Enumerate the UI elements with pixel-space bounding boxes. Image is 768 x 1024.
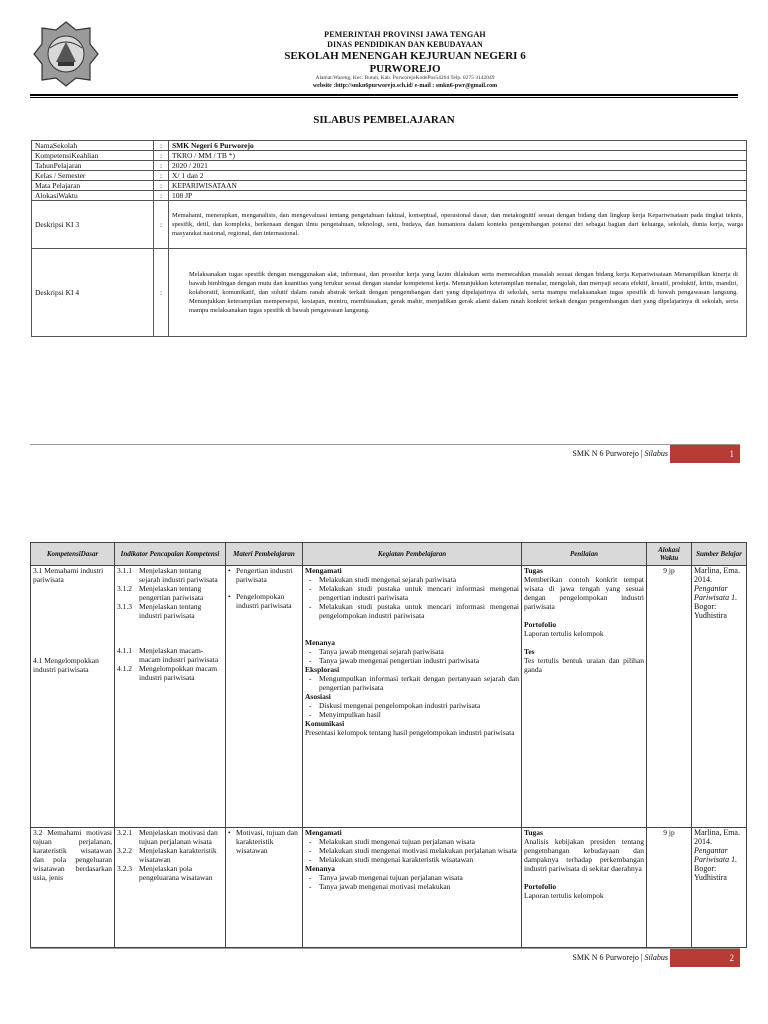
penilaian-cell xyxy=(522,828,647,948)
info-value: 108 JP xyxy=(169,191,747,201)
indikator-item xyxy=(117,584,223,602)
footer-text xyxy=(572,449,668,458)
sumber-title: Pengantar Pariwisata 1. xyxy=(694,846,738,864)
kegiatan-item: - Menyimpulkan hasil xyxy=(319,710,519,719)
sumber-publisher: Bogor: Yudhistira xyxy=(694,864,727,882)
sumber-author: Marlina, Ema. 2014. xyxy=(694,566,740,584)
penilaian-heading: Tes xyxy=(524,647,535,656)
kegiatan-item: - Melakukan studi mengenai sejarah pariwisata xyxy=(319,575,519,584)
letterhead-line-2: DINAS PENDIDIKAN DAN KEBUDAYAAN xyxy=(327,40,483,49)
kegiatan-item: - Diskusi mengenai pengelompokan industri pariwisata xyxy=(319,701,519,710)
info-colon: : xyxy=(154,201,169,249)
kegiatan-list xyxy=(305,873,519,891)
kegiatan-item: - Tanya jawab mengenai motivasi melakukan xyxy=(319,882,519,891)
letterhead-address: Alamat:Wareng, Kec. Butuh, Kab. PurworejoKodePos54264 Telp. 0275 3142049 xyxy=(315,75,495,81)
penilaian-heading: Tugas xyxy=(524,828,543,837)
indikator-number: 3.1.1 xyxy=(117,566,132,575)
kegiatan-list xyxy=(305,837,519,864)
table-row xyxy=(31,566,747,828)
info-key: TahunPelajaran xyxy=(32,161,154,171)
kegiatan-heading: Komunikasi xyxy=(305,719,345,728)
info-key: KompetensiKeahlian xyxy=(32,151,154,161)
penilaian-text: Memberikan contoh konkrit tempat wisata di jawa tengah yang sesuai dengan pengelompokan industri pariwisata xyxy=(524,575,644,611)
kegiatan-heading: Mengamati xyxy=(305,828,342,837)
kegiatan-item: - Melakukan studi pustaka untuk mencari informasi mengenai pengelompokan industri pariwisata xyxy=(319,602,519,620)
syllabus-table xyxy=(30,542,747,948)
sumber-cell xyxy=(692,566,747,828)
alokasi-cell: 9 jp xyxy=(647,828,692,948)
kegiatan-list xyxy=(305,647,519,665)
info-row xyxy=(32,181,747,191)
table-header-row xyxy=(31,543,747,566)
info-colon: : xyxy=(154,249,169,337)
info-value: 2020 / 2021 xyxy=(169,161,747,171)
page-number: 2 xyxy=(670,949,740,967)
ki4-row xyxy=(32,249,747,337)
footer-text xyxy=(572,953,668,962)
info-colon: : xyxy=(154,161,169,171)
materi-item: • Motivasi, tujuan dan karakteristik wisatawan xyxy=(236,828,300,855)
indikator-text: Menjelaskan karakteristik wisatawan xyxy=(139,846,217,864)
kegiatan-list xyxy=(305,674,519,692)
indikator-number: 3.2.3 xyxy=(117,864,132,873)
ki3-key: Deskripsi KI 3 xyxy=(32,201,154,249)
indikator-text: Menjelaskan tentang pengertian pariwisata xyxy=(139,584,204,602)
info-row xyxy=(32,151,747,161)
ki4-value: Melaksanakan tugas spesifik dengan menggunakan alat, informasi, dan prosedur kerja yang lazim dilakukan serta memecahkan masalah sesuai dengan bidang kerja Kepariwisataan Menampilkan kinerja di bawah bimbingan dengan mutu dan kuantitas yang terukur sesuai dengan standar kompetensi kerja. Menunjukkan keterampilan menalar, mengolah, dan menyaji secara efektif, kreatif, produktif, kritis, mandiri, kolaboratif, komunikatif, dan solutif dalam ranah abstrak terkait dengan pengembangan dari yang dipelajarinya di sekolah, serta mampu melaksanakan tugas spesifik di bawah pengawasan langsung. Menunjukkan keterampilan mempersepsi, kesiapan, meniru, membiasakan, gerak mahir, menjadikan gerak alami dalam ranah konkret terkait dengan pengembangan dari yang dipelajarinya di sekolah, serta mampu melaksanakan tugas spesifik di bawah pengawasan langsung. xyxy=(169,249,747,337)
info-key: Mata Pelajaran xyxy=(32,181,154,191)
materi-item: • Pengertian industri pariwisata xyxy=(236,566,300,584)
sumber-publisher: Bogor: Yudhistira xyxy=(694,602,727,620)
indikator-cell xyxy=(115,566,226,828)
kegiatan-heading: Menanya xyxy=(305,864,335,873)
indikator-text: Menjelaskan tentang sejarah industri pariwisata xyxy=(139,566,218,584)
page-number: 1 xyxy=(670,445,740,463)
info-colon: : xyxy=(154,181,169,191)
indikator-text: Menjelaskan pola pengeluarana wisatawan xyxy=(139,864,213,882)
kegiatan-item: - Melakukan studi mengenai motivasi melakukan perjalanan wisata xyxy=(319,846,519,855)
indikator-item xyxy=(117,828,223,846)
letterhead-rule xyxy=(30,94,738,96)
kd-cell xyxy=(31,566,115,828)
indikator-number: 4.1.1 xyxy=(117,646,132,655)
indikator-number: 3.1.2 xyxy=(117,584,132,593)
penilaian-heading: Portofolio xyxy=(524,882,557,891)
indikator-text: Mengelompokkan macam industri pariwisata xyxy=(139,664,218,682)
penilaian-text: Analisis kebijakan presiden tentang pengembangan kebudayaan dan dampaknya terhadap perkembangan industri pariwisata di sekitar daerahnya xyxy=(524,837,644,873)
info-value: X/ 1 dan 2 xyxy=(169,171,747,181)
info-row xyxy=(32,191,747,201)
info-key: NamaSekolah xyxy=(32,141,154,151)
indikator-number: 3.2.2 xyxy=(117,846,132,855)
indikator-cell xyxy=(115,828,226,948)
info-row xyxy=(32,171,747,181)
kegiatan-list xyxy=(305,575,519,620)
letterhead-contact: website :http://smkn6purworejo.sch.id/ e-mail : smkn6-pwr@gmail.com xyxy=(312,83,498,89)
kegiatan-item: - Melakukan studi mengenai karakteristik wisatawan xyxy=(319,855,519,864)
letterhead-rule-thin xyxy=(30,97,738,98)
penilaian-heading: Portofolio xyxy=(524,620,557,629)
kegiatan-item: - Tanya jawab mengenai sejarah pariwisata xyxy=(319,647,519,656)
kegiatan-heading: Mengamati xyxy=(305,566,342,575)
info-row xyxy=(32,161,747,171)
footer-label: Silabus xyxy=(644,449,668,458)
kegiatan-item: - Melakukan studi mengenai tujuan perjalanan wisata xyxy=(319,837,519,846)
province-emblem-icon xyxy=(30,18,102,90)
materi-item: • Pengelompokan industri pariwisata xyxy=(236,592,300,610)
penilaian-heading: Tugas xyxy=(524,566,543,575)
info-colon: : xyxy=(154,171,169,181)
page-1 xyxy=(0,0,768,470)
kegiatan-heading: Asosiasi xyxy=(305,692,331,701)
kegiatan-item: - Melakukan studi pustaka untuk mencari informasi mengenai pengertian industri pariwisata xyxy=(319,584,519,602)
kegiatan-cell xyxy=(303,566,522,828)
indikator-item xyxy=(117,846,223,864)
info-table xyxy=(31,140,747,337)
letterhead-city: PURWOREJO xyxy=(369,63,441,75)
indikator-number: 4.1.2 xyxy=(117,664,132,673)
sumber-cell xyxy=(692,828,747,948)
kd-item: 4.1 Mengelompokkan industri pariwisata xyxy=(33,656,99,674)
header-kd: KompetensiDasar xyxy=(31,543,115,566)
indikator-text: Menjelaskan macam-macam industri pariwisata xyxy=(139,646,219,664)
info-colon: : xyxy=(154,141,169,151)
info-row xyxy=(32,141,747,151)
materi-cell xyxy=(226,828,303,948)
kegiatan-item: - Tanya jawab mengenai pengertian industri pariwisata xyxy=(319,656,519,665)
indikator-item xyxy=(117,864,223,882)
sumber-author: Marlina, Ema. 2014. xyxy=(694,828,740,846)
header-kegiatan: Kegiatan Pembelajaran xyxy=(303,543,522,566)
penilaian-cell xyxy=(522,566,647,828)
letterhead-school-name: SEKOLAH MENENGAH KEJURUAN NEGERI 6 xyxy=(284,50,526,62)
materi-list xyxy=(228,828,300,855)
footer-school: SMK N 6 Purworejo | xyxy=(572,953,645,962)
header-alokasi: Alokasi Waktu xyxy=(647,543,692,566)
penilaian-text: Laporan tertulis kelompok xyxy=(524,891,604,900)
info-value: SMK Negeri 6 Purworejo xyxy=(169,141,747,151)
letterhead-line-1: PEMERINTAH PROVINSI JAWA TENGAH xyxy=(324,30,486,39)
footer-page-2 xyxy=(30,948,740,967)
kd-item: 3.1 Memahami industri pariwisata xyxy=(33,566,104,584)
indikator-number: 3.1.3 xyxy=(117,602,132,611)
kegiatan-list xyxy=(305,701,519,719)
info-value: KEPARIWISATAAN xyxy=(169,181,747,191)
ki4-key: Deskripsi KI 4 xyxy=(32,249,154,337)
info-value: TKRO / MM / TB *) xyxy=(169,151,747,161)
ki3-value: Memahami, menerapkan, menganalisis, dan mengevaluasi tentang pengetahuan faktual, konseptual, operasional dasar, dan metakognitif sesuai dengan bidang dan lingkup kerja Kepariwisataan pada tingkat teknis, spesifik, detil, dan kompleks, berkenaan dengan ilmu pengetahuan, teknologi, seni, budaya, dan humaniora dalam konteks pengembangan potensi diri sebagai bagian dari keluarga, sekolah, dunia kerja, warga masyarakat nasional, regional, dan internasional. xyxy=(169,201,747,249)
header-sumber: Sumber Belajar xyxy=(692,543,747,566)
indikator-text: Menjelaskan tentang industri pariwisata xyxy=(139,602,202,620)
info-colon: : xyxy=(154,191,169,201)
info-key: Kelas / Semester xyxy=(32,171,154,181)
indikator-item xyxy=(117,664,223,682)
kegiatan-text: Presentasi kelompok tentang hasil pengelompokan industri pariwisata xyxy=(305,728,515,737)
indikator-text: Menjelaskan motivasi dan tujuan perjalanan wisata xyxy=(139,828,218,846)
penilaian-text: Tes tertulis bentuk uraian dan pilihan ganda xyxy=(524,656,644,674)
info-key: AlokasiWaktu xyxy=(32,191,154,201)
alokasi-cell: 9 jp xyxy=(647,566,692,828)
header-penilaian: Penilaian xyxy=(522,543,647,566)
kd-item: 3.2 Memahami motivasi tujuan perjalanan, karateristik wisatawan dan pola pengeluaran wisatawan berdasarkan usia, jenis xyxy=(33,828,112,882)
page-2 xyxy=(0,522,768,1024)
kegiatan-heading: Eksplorasi xyxy=(305,665,340,674)
indikator-number: 3.2.1 xyxy=(117,828,132,837)
kd-cell xyxy=(31,828,115,948)
footer-label: Silabus xyxy=(644,953,668,962)
indikator-item xyxy=(117,646,223,664)
table-row xyxy=(31,828,747,948)
header-indikator: Indikator Pencapaian Kompetensi xyxy=(115,543,226,566)
kegiatan-cell xyxy=(303,828,522,948)
kegiatan-heading: Menanya xyxy=(305,638,335,647)
footer-school: SMK N 6 Purworejo | xyxy=(572,449,645,458)
footer-page-1 xyxy=(30,444,740,463)
kegiatan-item: - Tanya jawab mengenai tujuan perjalanan wisata xyxy=(319,873,519,882)
ki3-row xyxy=(32,201,747,249)
indikator-item xyxy=(117,566,223,584)
header-materi: Materi Pembelajaran xyxy=(226,543,303,566)
materi-cell xyxy=(226,566,303,828)
kegiatan-item: - Mengumpulkan informasi terkait dengan pertanyaan sejarah dan pengertian pariwisata xyxy=(319,674,519,692)
indikator-item xyxy=(117,602,223,620)
sumber-title: Pengantar Pariwisata 1. xyxy=(694,584,738,602)
document-title: SILABUS PEMBELAJARAN xyxy=(313,114,455,126)
materi-list xyxy=(228,566,300,610)
page-gap xyxy=(0,470,768,522)
info-colon: : xyxy=(154,151,169,161)
penilaian-text: Laporan tertulis kelompok xyxy=(524,629,604,638)
